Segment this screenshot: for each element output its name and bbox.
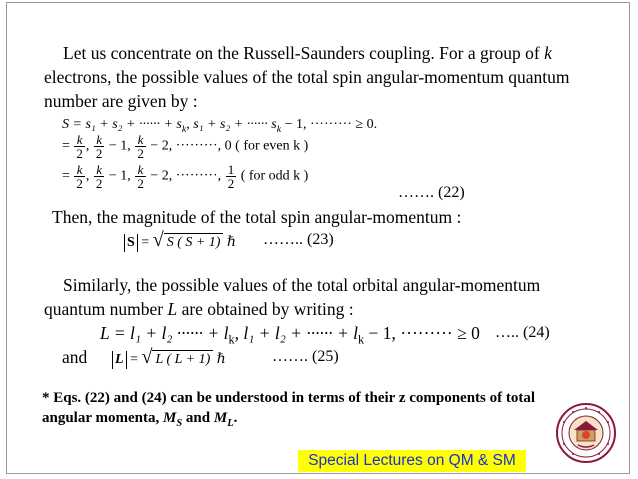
comma: , [85,168,93,184]
eq22-tag: ……. (22) [398,184,465,201]
eq22-row2-eq: = [62,138,70,154]
frac-den: 2 [76,146,83,161]
orbital-line-2 [44,298,354,320]
eq22-row3-eq: = [62,168,70,184]
frac-den: 2 [137,176,144,191]
eq25-lhs: L [112,351,127,369]
frac-num: k [135,163,146,177]
minus-2: − 2 [146,138,169,154]
eq24-k: k [228,332,235,347]
eq22-row-3 [62,163,308,190]
frac-1-2 [226,163,237,190]
frac-num: k [135,133,146,147]
eq24-c: − 1, ········· ≥ 0 [364,323,480,343]
eq22-row3-tail: , ·········, [168,168,225,184]
frac-num: k [74,133,85,147]
frac-num: 1 [227,162,235,177]
and-label: and [62,347,88,367]
footer-banner: Special Lectures on QM & SM [298,450,526,472]
eq22-row-2 [62,133,308,160]
frac-den: 2 [137,146,144,161]
minus-2: − 2 [146,168,169,184]
eq23-eq: = [137,235,153,250]
frac-k-2c [135,133,146,160]
eq25-eq: = [126,352,142,367]
eq23-tag: …….. (23) [263,231,334,248]
intro-line-3: number are given by : [44,91,198,111]
note-text: angular momenta, [42,410,163,426]
frac-den: 2 [227,176,235,191]
eq22-row1-tail: − 1, ········· ≥ 0. [281,117,378,132]
eq22-row1-a: S = s₁ + s₂ + ······ + s [62,117,182,132]
frac-den: 2 [95,146,103,161]
eq22-row1-k2: k [276,123,282,135]
frac-k-2d [74,163,85,190]
frac-k-2f [135,163,146,190]
hbar-symbol: ℏ [216,352,226,367]
intro-k: k [544,43,552,63]
intro-line-2: electrons, the possible values of the total spin angular-momentum quantum [44,67,570,87]
frac-k-2b [94,133,105,160]
eq22-row1-k: k [181,123,187,135]
orbital-text-b: are obtained by writing : [177,299,354,319]
eq22-row3-cond: ( for odd k ) [237,168,309,184]
eq23-lhs: S [124,234,138,252]
frac-k-2e [94,163,105,190]
minus-1: − 1, [105,138,135,154]
frac-den: 2 [76,176,83,191]
note-ml-sub: L [227,418,234,429]
orbital-L: L [167,299,178,319]
frac-num: k [94,163,105,177]
eq25-tag: ……. (25) [272,348,339,365]
orbital-text-a: quantum number [44,299,168,319]
intro-line-1 [63,42,552,64]
intro-text-1: Let us concentrate on the Russell-Saunders coupling. For a group of [63,43,545,63]
eq25 [112,348,226,369]
hbar-symbol: ℏ [226,235,236,250]
eq25-radicand: L ( L + 1) [152,350,213,369]
note-ml: M [213,410,228,426]
note-end: . [233,410,238,426]
eq23 [124,231,236,252]
note-and: and [182,410,214,426]
frac-den: 2 [95,176,103,191]
university-seal-icon [555,402,617,464]
frac-num: k [94,133,105,147]
eq24-tag: ….. (24) [495,324,550,341]
comma: , [85,138,93,154]
eq22-row1-b: , s₁ + s₂ + ······ s [186,117,277,132]
eq24-a: L = l₁ + l₂ ······ + l [100,323,229,343]
eq23-radicand: S ( S + 1) [164,233,224,252]
note-ms-sub: S [176,418,183,429]
note-ms: M [162,410,177,426]
eq22-row2-tail: , ·········, 0 ( for even k ) [168,138,309,154]
radical-icon: √ [152,229,164,251]
orbital-line-1: Similarly, the possible values of the total orbital angular-momentum [63,275,541,295]
note-line-2 [42,408,237,434]
frac-k-2a [74,133,85,160]
eq24-b: , l₁ + l₂ + ······ + l [234,323,359,343]
eq24 [100,322,480,351]
then-line: Then, the magnitude of the total spin angular-momentum : [52,207,462,227]
eq24-k2: k [358,332,365,347]
minus-1: − 1, [105,168,135,184]
note-line-1: * Eqs. (22) and (24) can be understood in terms of their z components of total [42,390,536,406]
frac-num: k [74,163,85,177]
radical-icon: √ [141,346,153,368]
